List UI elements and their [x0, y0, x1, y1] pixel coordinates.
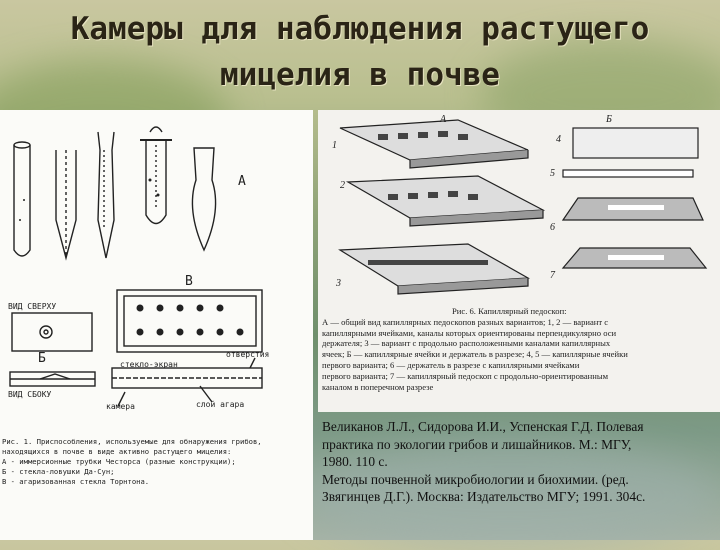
- label-b-cyr: Б: [38, 351, 46, 366]
- label-a: А: [238, 174, 246, 189]
- label-1: 1: [332, 140, 337, 151]
- citation-text: [322, 418, 718, 506]
- caption-line: А - иммерсионные трубки Честорса (разные конструкции);: [2, 457, 236, 466]
- opening-label: отверстия: [226, 350, 270, 359]
- caption-line: капиллярными ячейками, каналы которых ориентированы перпендикулярно оси: [322, 327, 617, 338]
- side-view-label: ВИД СБОКУ: [8, 390, 52, 399]
- top-view-label: ВИД СВЕРХУ: [8, 302, 57, 311]
- agar-layer-label: слой агара: [196, 400, 245, 409]
- citation-line: Великанов Л.Л., Сидорова И.И., Успенская Г.Д. Полевая: [322, 419, 644, 434]
- agar-plate-drawing: [117, 290, 262, 352]
- citation-line: практика по экологии грибов и лишайников. М.: МГУ,: [322, 436, 632, 452]
- citation-line: Звягинцев Д.Г.). Москва: Издательство МГУ; 1991. 304с.: [322, 489, 646, 505]
- caption-line: Рис. 6. Капиллярный педоскоп:: [452, 306, 567, 316]
- caption-line: Б - стекла-ловушки Да-Сун;: [2, 467, 115, 476]
- caption-line: первого варианта; 7 — капиллярный педоскоп с продольно-ориентированным: [322, 370, 609, 381]
- caption-line: ячеек; Б — капиллярные ячейки и держатель в разрезе; 4, 5 — капиллярные ячейки: [322, 349, 628, 360]
- right-figure-caption: [322, 306, 628, 392]
- label-b: Б: [606, 114, 612, 125]
- left-figure-scan: [0, 110, 313, 540]
- label-6: 6: [550, 222, 555, 233]
- citation-line: 1980. 110 с.: [322, 454, 388, 470]
- caption-line: Рис. 1. Приспособления, используемые для обнаружения грибов,: [2, 437, 262, 446]
- caption-line: держателя; 3 — вариант с продольно расположенными каналами капиллярных: [322, 338, 611, 349]
- caption-line: находящихся в почве в виде активно растущего мицелия:: [2, 447, 232, 456]
- citation-line: Методы почвенной микробиологии и биохимии. (ред.: [322, 471, 629, 487]
- label-7: 7: [550, 270, 555, 281]
- left-figure-caption: [2, 437, 262, 487]
- title-line-1: Камеры для наблюдения растущего: [70, 11, 650, 47]
- chamber-label: камера: [106, 402, 135, 411]
- caption-line: первого варианта; 6 — держатель в разрезе с капиллярными ячейками: [322, 359, 580, 370]
- title-line-2: мицелия в почве: [220, 57, 500, 93]
- right-figure-scan: [318, 110, 720, 412]
- tube-drawing: [98, 132, 114, 258]
- capillary-cell-drawing: [563, 170, 693, 177]
- capillary-cell-drawing: [573, 128, 698, 158]
- label-b: В: [185, 274, 193, 289]
- caption-line: В - агаризованная стекла Торнтона.: [2, 477, 150, 486]
- tube-drawing: [14, 145, 30, 256]
- caption-line: каналом в поперечном разрезе: [322, 381, 434, 392]
- glass-screen-label: стекло-экран: [120, 360, 178, 369]
- caption-line: А — общий вид капиллярных педоскопов разных вариантов; 1, 2 — вариант с: [322, 316, 609, 327]
- label-2: 2: [340, 180, 345, 191]
- pedoscope-drawing: [348, 176, 543, 218]
- label-5: 5: [550, 168, 555, 179]
- slide-title: [0, 6, 720, 98]
- label-3: 3: [336, 278, 341, 289]
- label-a: А: [440, 114, 447, 125]
- label-4: 4: [556, 134, 561, 145]
- tube-drawing: [192, 148, 215, 250]
